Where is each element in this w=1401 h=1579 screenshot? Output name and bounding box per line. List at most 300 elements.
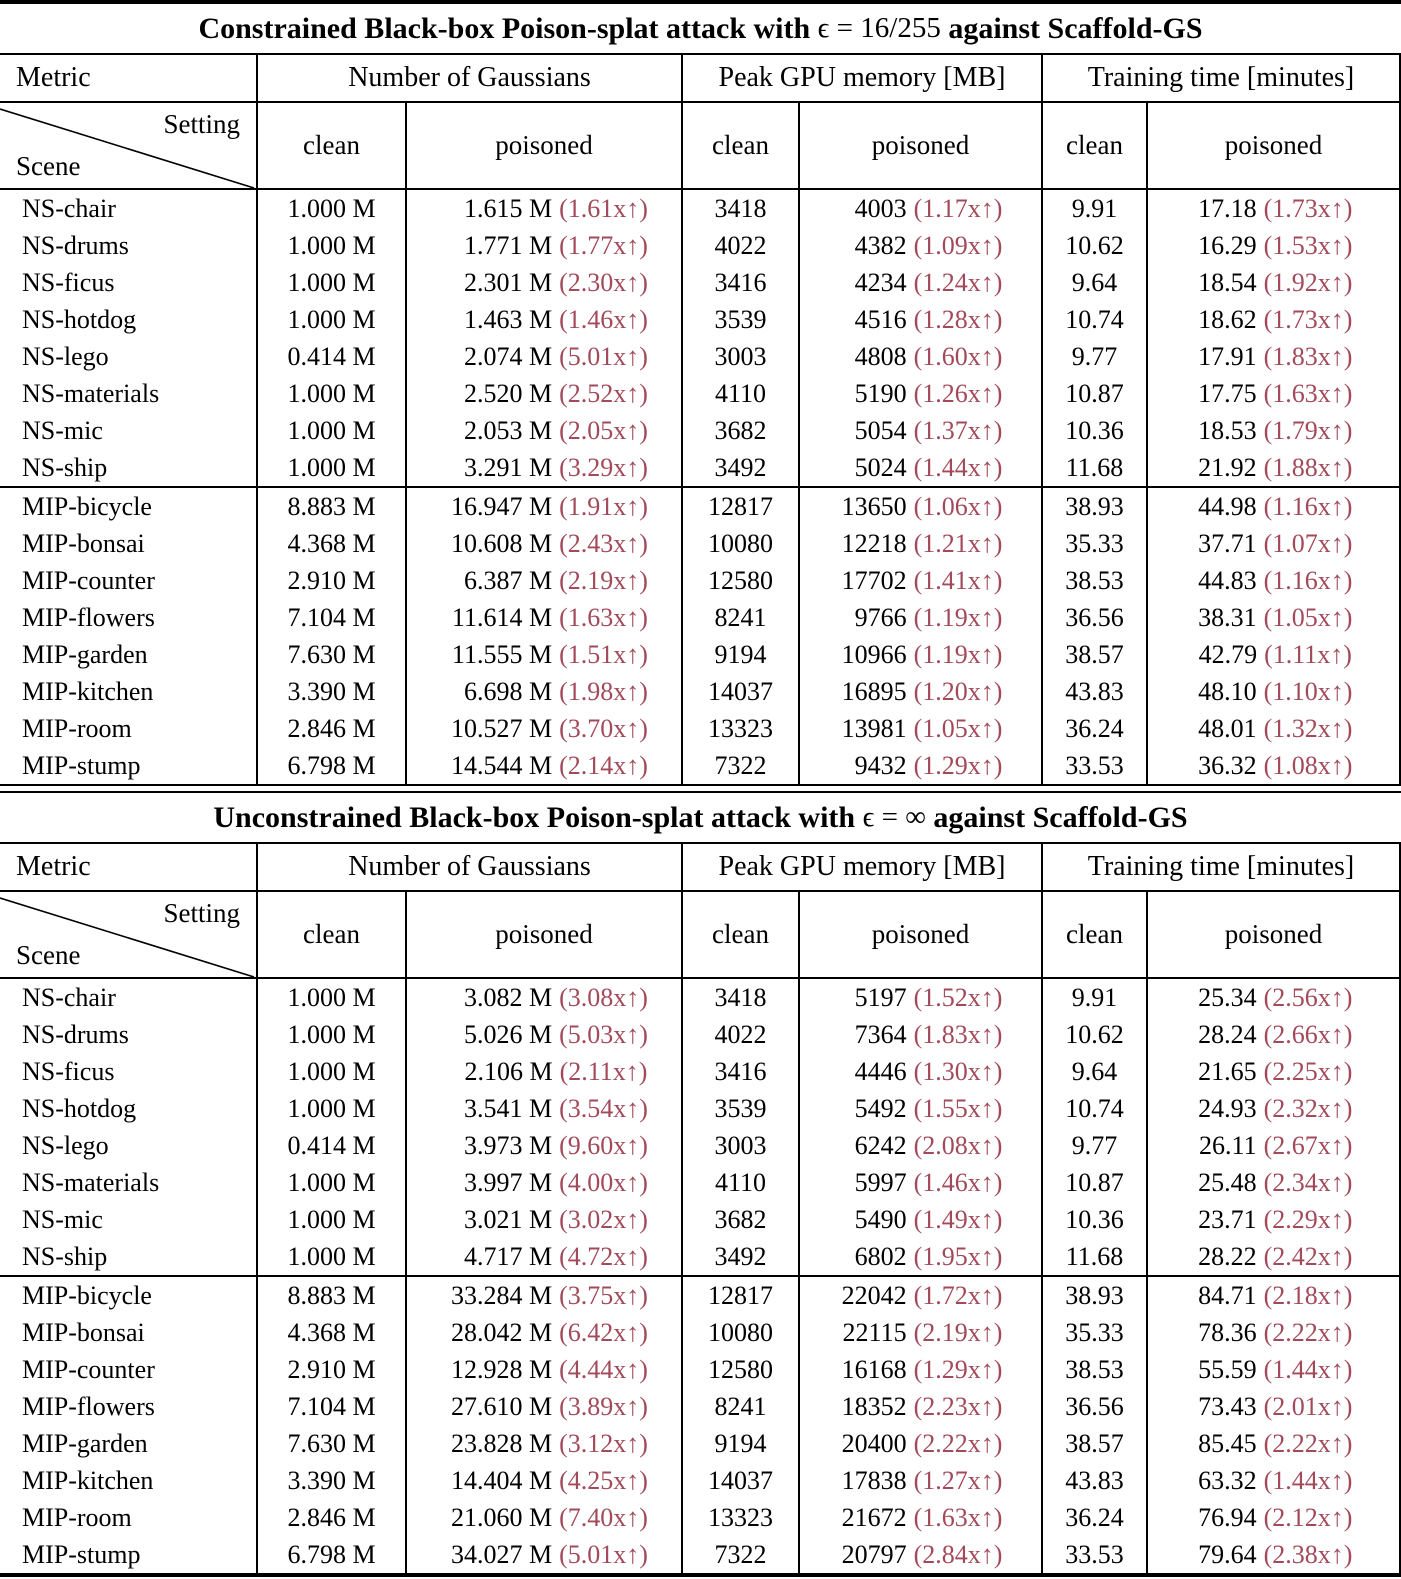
gaussians-increase-factor: (1.46x↑) — [559, 304, 648, 334]
gaussians-poisoned-value: 2.520 M — [463, 378, 553, 408]
time-poisoned-cell — [1148, 979, 1401, 1016]
time-increase-factor: (1.63x↑) — [1263, 378, 1353, 408]
time-poisoned-cell — [1148, 1388, 1401, 1425]
gaussians-increase-factor: (4.44x↑) — [559, 1354, 648, 1384]
gpu-clean-value: 3416 — [683, 1053, 800, 1090]
column-group-gaussians: Number of Gaussians — [258, 55, 683, 101]
gpu-increase-factor: (2.08x↑) — [913, 1130, 1003, 1160]
gpu-poisoned-value: 22042 — [841, 1280, 907, 1310]
gaussians-poisoned-value: 1.771 M — [463, 230, 553, 260]
time-poisoned-value: 25.34 — [1198, 982, 1257, 1012]
gaussians-clean-value: 1.000 M — [258, 1016, 407, 1053]
subheader-clean: clean — [1043, 892, 1148, 977]
gpu-poisoned-value: 4382 — [854, 230, 907, 260]
scene-setting-diagonal-cell — [0, 892, 258, 977]
time-poisoned-cell — [1148, 264, 1401, 301]
gaussians-increase-factor: (9.60x↑) — [559, 1130, 648, 1160]
table1-ns-rows — [0, 190, 1401, 486]
gpu-poisoned-cell — [800, 710, 1043, 747]
gpu-clean-value: 13323 — [683, 1499, 800, 1536]
table-row — [0, 1314, 1401, 1351]
gpu-poisoned-value: 16168 — [841, 1354, 907, 1384]
time-poisoned-cell — [1148, 338, 1401, 375]
time-poisoned-value: 17.75 — [1198, 378, 1257, 408]
time-poisoned-value: 24.93 — [1198, 1093, 1257, 1123]
time-clean-value: 35.33 — [1043, 525, 1148, 562]
gaussians-poisoned-cell — [407, 449, 683, 486]
time-increase-factor: (1.79x↑) — [1263, 415, 1353, 445]
gpu-increase-factor: (1.28x↑) — [913, 304, 1003, 334]
gaussians-increase-factor: (6.42x↑) — [559, 1317, 648, 1347]
time-poisoned-value: 16.29 — [1198, 230, 1257, 260]
time-clean-value: 38.93 — [1043, 1277, 1148, 1314]
gpu-clean-value: 12817 — [683, 488, 800, 525]
gaussians-clean-value: 7.630 M — [258, 636, 407, 673]
time-poisoned-cell — [1148, 375, 1401, 412]
gpu-increase-factor: (1.24x↑) — [913, 267, 1003, 297]
table1-mip-rows — [0, 488, 1401, 784]
gaussians-poisoned-value: 2.106 M — [464, 1056, 553, 1086]
time-increase-factor: (1.05x↑) — [1263, 602, 1353, 632]
scene-name: MIP-room — [0, 710, 258, 747]
time-poisoned-cell — [1148, 1201, 1401, 1238]
time-poisoned-value: 84.71 — [1198, 1280, 1257, 1310]
gaussians-increase-factor: (5.01x↑) — [559, 341, 648, 371]
gaussians-poisoned-cell — [407, 190, 683, 227]
gaussians-clean-value: 1.000 M — [258, 449, 407, 486]
gaussians-clean-value: 1.000 M — [258, 1164, 407, 1201]
gpu-poisoned-value: 20797 — [841, 1539, 907, 1569]
gpu-clean-value: 3418 — [683, 190, 800, 227]
gpu-increase-factor: (1.55x↑) — [913, 1093, 1003, 1123]
table-row — [0, 1388, 1401, 1425]
scene-name: MIP-kitchen — [0, 673, 258, 710]
gpu-poisoned-cell — [800, 488, 1043, 525]
gaussians-increase-factor: (7.40x↑) — [559, 1502, 648, 1532]
table-separator-double-rule — [0, 784, 1401, 793]
subheader-poisoned: poisoned — [407, 892, 683, 977]
column-group-training-time: Training time [minutes] — [1043, 55, 1401, 101]
gpu-poisoned-cell — [800, 1164, 1043, 1201]
gpu-poisoned-cell — [800, 449, 1043, 486]
table2-metric-header-row — [0, 844, 1401, 890]
table-row — [0, 264, 1401, 301]
time-poisoned-value: 44.83 — [1198, 565, 1257, 595]
gaussians-poisoned-value: 10.608 M — [450, 528, 553, 558]
gaussians-increase-factor: (1.98x↑) — [559, 676, 648, 706]
gaussians-poisoned-value: 14.404 M — [450, 1465, 553, 1495]
time-clean-value: 36.56 — [1043, 599, 1148, 636]
gaussians-increase-factor: (1.77x↑) — [559, 230, 648, 260]
gpu-increase-factor: (1.06x↑) — [913, 491, 1003, 521]
scene-name: MIP-counter — [0, 562, 258, 599]
subheader-clean: clean — [683, 892, 800, 977]
gaussians-poisoned-cell — [407, 1164, 683, 1201]
gpu-clean-value: 4110 — [683, 1164, 800, 1201]
gpu-poisoned-cell — [800, 1536, 1043, 1573]
scene-name: NS-drums — [0, 227, 258, 264]
table-row — [0, 562, 1401, 599]
gaussians-poisoned-cell — [407, 747, 683, 784]
time-increase-factor: (2.29x↑) — [1263, 1204, 1353, 1234]
gaussians-clean-value: 1.000 M — [258, 227, 407, 264]
scene-name: NS-ship — [0, 1238, 258, 1275]
gaussians-increase-factor: (3.70x↑) — [559, 713, 648, 743]
time-clean-value: 9.91 — [1043, 979, 1148, 1016]
gpu-poisoned-cell — [800, 747, 1043, 784]
table-row — [0, 375, 1401, 412]
scene-name: MIP-room — [0, 1499, 258, 1536]
gaussians-clean-value: 1.000 M — [258, 1053, 407, 1090]
gpu-poisoned-value: 16895 — [841, 676, 907, 706]
gpu-poisoned-cell — [800, 338, 1043, 375]
time-poisoned-value: 73.43 — [1198, 1391, 1257, 1421]
table-row — [0, 747, 1401, 784]
scene-name: NS-hotdog — [0, 301, 258, 338]
time-poisoned-value: 76.94 — [1198, 1502, 1257, 1532]
time-poisoned-cell — [1148, 190, 1401, 227]
gpu-poisoned-value: 20400 — [841, 1428, 907, 1458]
gpu-poisoned-value: 5492 — [854, 1093, 907, 1123]
gaussians-poisoned-cell — [407, 710, 683, 747]
gaussians-increase-factor: (1.61x↑) — [559, 193, 648, 223]
time-poisoned-value: 21.92 — [1198, 452, 1257, 482]
scene-name: MIP-bicycle — [0, 488, 258, 525]
time-increase-factor: (1.83x↑) — [1263, 341, 1353, 371]
time-increase-factor: (1.92x↑) — [1263, 267, 1353, 297]
table-row — [0, 1277, 1401, 1314]
table1-metric-header-row — [0, 55, 1401, 101]
gaussians-increase-factor: (4.00x↑) — [559, 1167, 648, 1197]
time-clean-value: 38.93 — [1043, 488, 1148, 525]
time-increase-factor: (1.73x↑) — [1263, 193, 1353, 223]
gpu-increase-factor: (1.29x↑) — [913, 1354, 1003, 1384]
gpu-clean-value: 13323 — [683, 710, 800, 747]
gpu-clean-value: 3492 — [683, 1238, 800, 1275]
time-increase-factor: (2.66x↑) — [1263, 1019, 1353, 1049]
table2-title-suffix: against Scaffold-GS — [925, 800, 1188, 834]
table1-title — [0, 4, 1401, 53]
time-poisoned-value: 42.79 — [1198, 639, 1258, 669]
time-poisoned-cell — [1148, 1499, 1401, 1536]
gpu-poisoned-cell — [800, 1277, 1043, 1314]
gaussians-poisoned-cell — [407, 1201, 683, 1238]
time-poisoned-cell — [1148, 1164, 1401, 1201]
gaussians-clean-value: 8.883 M — [258, 1277, 407, 1314]
gaussians-poisoned-value: 16.947 M — [450, 491, 553, 521]
gaussians-clean-value: 1.000 M — [258, 1238, 407, 1275]
gpu-increase-factor: (1.09x↑) — [913, 230, 1003, 260]
gaussians-increase-factor: (2.14x↑) — [559, 750, 648, 780]
gpu-increase-factor: (1.95x↑) — [913, 1241, 1003, 1271]
gpu-poisoned-value: 13981 — [841, 713, 907, 743]
gpu-increase-factor: (2.23x↑) — [913, 1391, 1003, 1421]
subheader-poisoned: poisoned — [800, 103, 1043, 188]
table1-title-prefix: Constrained Black-box Poison-splat attack with — [198, 11, 818, 45]
time-clean-value: 10.36 — [1043, 412, 1148, 449]
time-increase-factor: (2.38x↑) — [1263, 1539, 1353, 1569]
table1-title-suffix: against Scaffold-GS — [940, 11, 1203, 45]
time-increase-factor: (1.11x↑) — [1264, 639, 1352, 669]
gaussians-poisoned-value: 3.973 M — [463, 1130, 553, 1160]
gaussians-clean-value: 1.000 M — [258, 979, 407, 1016]
gpu-increase-factor: (1.20x↑) — [913, 676, 1003, 706]
gpu-poisoned-value: 7364 — [854, 1019, 907, 1049]
scene-name: MIP-flowers — [0, 1388, 258, 1425]
table-row — [0, 710, 1401, 747]
gpu-increase-factor: (1.17x↑) — [913, 193, 1003, 223]
gpu-poisoned-value: 4516 — [854, 304, 907, 334]
gpu-poisoned-value: 13650 — [841, 491, 907, 521]
time-poisoned-cell — [1148, 636, 1401, 673]
gpu-poisoned-cell — [800, 1425, 1043, 1462]
gaussians-clean-value: 8.883 M — [258, 488, 407, 525]
gpu-poisoned-cell — [800, 190, 1043, 227]
gaussians-increase-factor: (3.02x↑) — [559, 1204, 648, 1234]
time-increase-factor: (1.88x↑) — [1263, 452, 1353, 482]
time-poisoned-cell — [1148, 562, 1401, 599]
time-increase-factor: (1.44x↑) — [1263, 1465, 1353, 1495]
gaussians-poisoned-value: 3.082 M — [463, 982, 553, 1012]
time-clean-value: 43.83 — [1043, 1462, 1148, 1499]
scene-name: MIP-counter — [0, 1351, 258, 1388]
time-poisoned-cell — [1148, 747, 1401, 784]
time-poisoned-value: 17.91 — [1198, 341, 1257, 371]
time-clean-value: 10.36 — [1043, 1201, 1148, 1238]
gpu-clean-value: 3682 — [683, 1201, 800, 1238]
time-poisoned-value: 21.65 — [1198, 1056, 1257, 1086]
gpu-increase-factor: (1.30x↑) — [913, 1056, 1003, 1086]
subheader-poisoned: poisoned — [800, 892, 1043, 977]
gpu-clean-value: 3003 — [683, 1127, 800, 1164]
gpu-poisoned-value: 9432 — [854, 750, 907, 780]
scene-name: NS-ficus — [0, 264, 258, 301]
gpu-increase-factor: (1.60x↑) — [913, 341, 1003, 371]
table-row — [0, 488, 1401, 525]
subheader-poisoned: poisoned — [1148, 103, 1401, 188]
time-poisoned-value: 18.53 — [1198, 415, 1257, 445]
gaussians-clean-value: 1.000 M — [258, 264, 407, 301]
setting-label: Setting — [163, 109, 240, 139]
time-clean-value: 11.68 — [1043, 449, 1148, 486]
gpu-increase-factor: (1.21x↑) — [913, 528, 1003, 558]
time-clean-value: 10.74 — [1043, 1090, 1148, 1127]
metric-header: Metric — [0, 844, 258, 890]
gaussians-increase-factor: (3.54x↑) — [559, 1093, 648, 1123]
time-clean-value: 33.53 — [1043, 1536, 1148, 1573]
scene-name: MIP-flowers — [0, 599, 258, 636]
time-poisoned-cell — [1148, 1238, 1401, 1275]
gaussians-increase-factor: (3.89x↑) — [559, 1391, 648, 1421]
gpu-poisoned-cell — [800, 1201, 1043, 1238]
time-clean-value: 38.57 — [1043, 636, 1148, 673]
gaussians-poisoned-cell — [407, 599, 683, 636]
time-poisoned-cell — [1148, 1127, 1401, 1164]
time-increase-factor: (2.18x↑) — [1263, 1280, 1353, 1310]
table-row — [0, 449, 1401, 486]
gpu-clean-value: 10080 — [683, 525, 800, 562]
gpu-poisoned-value: 4808 — [854, 341, 907, 371]
gaussians-increase-factor: (5.01x↑) — [559, 1539, 648, 1569]
gpu-poisoned-value: 17838 — [841, 1465, 907, 1495]
gaussians-poisoned-value: 2.074 M — [463, 341, 553, 371]
scene-label: Scene — [16, 151, 81, 181]
gaussians-increase-factor: (3.75x↑) — [559, 1280, 648, 1310]
scene-name: NS-hotdog — [0, 1090, 258, 1127]
table-row — [0, 1238, 1401, 1275]
gpu-increase-factor: (1.05x↑) — [913, 713, 1003, 743]
scene-name: MIP-stump — [0, 747, 258, 784]
gpu-clean-value: 4110 — [683, 375, 800, 412]
gaussians-poisoned-value: 10.527 M — [450, 713, 553, 743]
scene-name: NS-ficus — [0, 1053, 258, 1090]
gpu-increase-factor: (1.27x↑) — [913, 1465, 1003, 1495]
table-row — [0, 979, 1401, 1016]
gaussians-increase-factor: (2.52x↑) — [559, 378, 648, 408]
gaussians-poisoned-cell — [407, 1425, 683, 1462]
gpu-clean-value: 7322 — [683, 747, 800, 784]
gaussians-clean-value: 2.910 M — [258, 1351, 407, 1388]
table-row — [0, 1164, 1401, 1201]
gaussians-increase-factor: (4.72x↑) — [559, 1241, 648, 1271]
table2-title-epsilon: ϵ = ∞ — [862, 801, 926, 833]
time-clean-value: 10.87 — [1043, 1164, 1148, 1201]
gpu-increase-factor: (1.19x↑) — [913, 602, 1003, 632]
time-poisoned-value: 78.36 — [1198, 1317, 1257, 1347]
gpu-increase-factor: (1.46x↑) — [913, 1167, 1003, 1197]
gpu-poisoned-value: 4003 — [854, 193, 907, 223]
gaussians-increase-factor: (2.43x↑) — [559, 528, 648, 558]
gaussians-poisoned-value: 6.698 M — [463, 676, 553, 706]
gpu-poisoned-value: 5024 — [854, 452, 907, 482]
gaussians-poisoned-cell — [407, 1314, 683, 1351]
table-row — [0, 1127, 1401, 1164]
gpu-clean-value: 8241 — [683, 1388, 800, 1425]
scene-name: NS-mic — [0, 1201, 258, 1238]
gpu-clean-value: 14037 — [683, 1462, 800, 1499]
time-poisoned-cell — [1148, 1462, 1401, 1499]
time-clean-value: 9.91 — [1043, 190, 1148, 227]
table2-title — [0, 793, 1401, 842]
gpu-poisoned-cell — [800, 1351, 1043, 1388]
time-clean-value: 9.77 — [1043, 338, 1148, 375]
gpu-poisoned-value: 5054 — [854, 415, 907, 445]
gaussians-poisoned-value: 6.387 M — [463, 565, 553, 595]
gaussians-poisoned-cell — [407, 1277, 683, 1314]
gaussians-poisoned-value: 2.301 M — [463, 267, 553, 297]
gaussians-poisoned-cell — [407, 562, 683, 599]
time-increase-factor: (2.34x↑) — [1263, 1167, 1353, 1197]
time-poisoned-cell — [1148, 599, 1401, 636]
gpu-clean-value: 9194 — [683, 636, 800, 673]
gpu-poisoned-value: 5490 — [854, 1204, 907, 1234]
gaussians-poisoned-cell — [407, 488, 683, 525]
metric-header: Metric — [0, 55, 258, 101]
time-poisoned-value: 25.48 — [1198, 1167, 1257, 1197]
gpu-poisoned-value: 5197 — [854, 982, 907, 1012]
gaussians-clean-value: 2.910 M — [258, 562, 407, 599]
gpu-poisoned-value: 6802 — [854, 1241, 907, 1271]
gaussians-poisoned-value: 3.541 M — [463, 1093, 553, 1123]
gpu-poisoned-cell — [800, 673, 1043, 710]
gpu-poisoned-cell — [800, 1016, 1043, 1053]
gpu-poisoned-cell — [800, 1499, 1043, 1536]
gpu-poisoned-cell — [800, 264, 1043, 301]
time-poisoned-cell — [1148, 227, 1401, 264]
table-row — [0, 1425, 1401, 1462]
gpu-poisoned-value: 4234 — [854, 267, 907, 297]
gaussians-poisoned-value: 4.717 M — [463, 1241, 553, 1271]
time-increase-factor: (2.67x↑) — [1263, 1130, 1353, 1160]
table1-subheader-row — [0, 103, 1401, 188]
time-poisoned-value: 63.32 — [1198, 1465, 1257, 1495]
table-row — [0, 412, 1401, 449]
gaussians-poisoned-cell — [407, 1462, 683, 1499]
time-poisoned-value: 37.71 — [1198, 528, 1257, 558]
subheader-clean: clean — [683, 103, 800, 188]
gaussians-increase-factor: (5.03x↑) — [559, 1019, 648, 1049]
scene-name: MIP-bonsai — [0, 1314, 258, 1351]
gpu-increase-factor: (1.52x↑) — [913, 982, 1003, 1012]
gpu-poisoned-value: 5190 — [854, 378, 907, 408]
time-clean-value: 10.62 — [1043, 227, 1148, 264]
time-increase-factor: (1.73x↑) — [1263, 304, 1353, 334]
gpu-clean-value: 4022 — [683, 1016, 800, 1053]
gaussians-clean-value: 1.000 M — [258, 375, 407, 412]
time-increase-factor: (2.32x↑) — [1263, 1093, 1353, 1123]
table2-ns-rows — [0, 979, 1401, 1275]
gaussians-poisoned-value: 3.291 M — [463, 452, 553, 482]
gaussians-poisoned-cell — [407, 525, 683, 562]
gpu-poisoned-value: 17702 — [841, 565, 907, 595]
gaussians-poisoned-value: 28.042 M — [450, 1317, 553, 1347]
gaussians-poisoned-cell — [407, 227, 683, 264]
gpu-clean-value: 3539 — [683, 1090, 800, 1127]
scene-name: NS-chair — [0, 190, 258, 227]
gaussians-poisoned-cell — [407, 338, 683, 375]
gpu-increase-factor: (1.63x↑) — [913, 1502, 1003, 1532]
gaussians-clean-value: 1.000 M — [258, 1090, 407, 1127]
time-clean-value: 36.56 — [1043, 1388, 1148, 1425]
column-group-gaussians: Number of Gaussians — [258, 844, 683, 890]
time-increase-factor: (2.22x↑) — [1263, 1317, 1353, 1347]
table-row — [0, 1536, 1401, 1573]
time-increase-factor: (1.16x↑) — [1263, 491, 1353, 521]
gaussians-increase-factor: (2.05x↑) — [559, 415, 648, 445]
column-group-training-time: Training time [minutes] — [1043, 844, 1401, 890]
time-increase-factor: (1.10x↑) — [1263, 676, 1353, 706]
time-poisoned-cell — [1148, 488, 1401, 525]
gpu-poisoned-cell — [800, 1090, 1043, 1127]
gaussians-poisoned-value: 11.614 M — [451, 602, 553, 632]
time-poisoned-value: 28.22 — [1198, 1241, 1257, 1271]
time-clean-value: 38.53 — [1043, 562, 1148, 599]
gpu-poisoned-cell — [800, 1127, 1043, 1164]
gaussians-poisoned-cell — [407, 1388, 683, 1425]
time-poisoned-cell — [1148, 525, 1401, 562]
gpu-poisoned-cell — [800, 1388, 1043, 1425]
gaussians-poisoned-value: 11.555 M — [451, 639, 553, 669]
gpu-poisoned-value: 5997 — [854, 1167, 907, 1197]
table-row — [0, 1462, 1401, 1499]
gpu-clean-value: 3492 — [683, 449, 800, 486]
time-poisoned-value: 55.59 — [1198, 1354, 1257, 1384]
gaussians-clean-value: 1.000 M — [258, 301, 407, 338]
time-poisoned-cell — [1148, 710, 1401, 747]
scene-name: MIP-garden — [0, 636, 258, 673]
gaussians-clean-value: 2.846 M — [258, 1499, 407, 1536]
gaussians-poisoned-value: 3.021 M — [463, 1204, 553, 1234]
